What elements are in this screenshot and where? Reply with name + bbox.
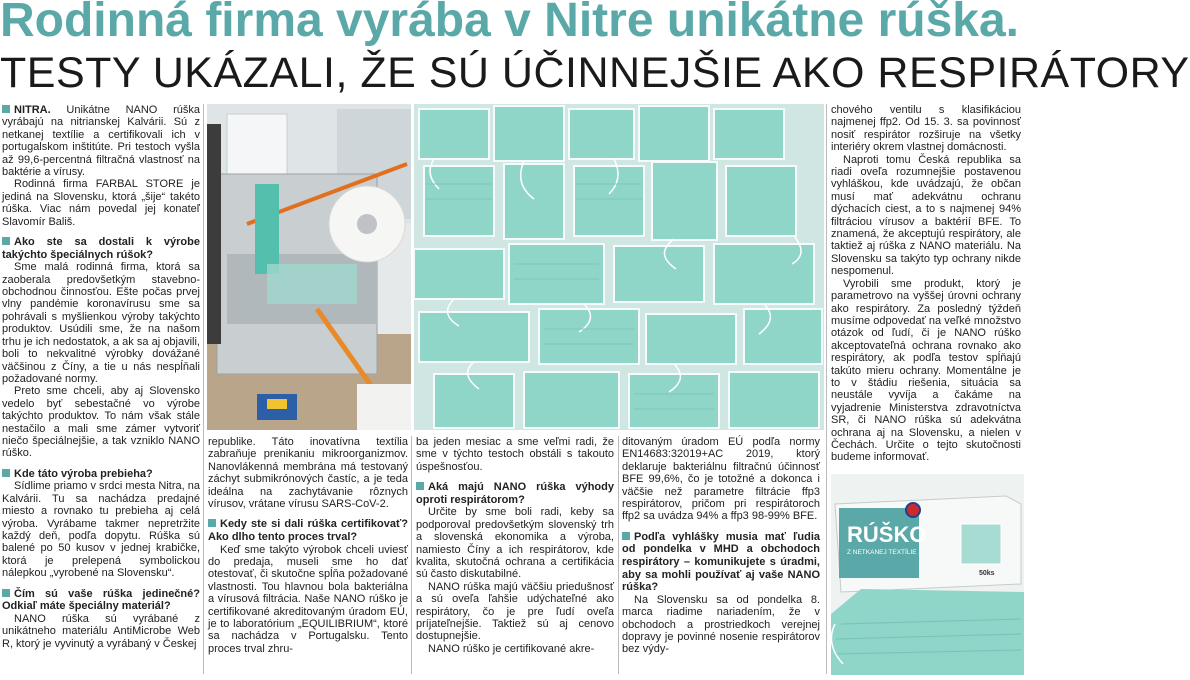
answer: chového ventilu s klasifikáciou najmenej ffp2. Od 15. 3. sa povinnosť nosiť respirátor rozširuje na všetky interiéry okrem vlastnej domácnosti.: [831, 104, 1021, 154]
question: [622, 531, 820, 594]
square-bullet-icon: [2, 469, 10, 477]
answer: Určite by sme boli radi, keby sa podporoval predovšetkým slovenský trh a slovenská ekonomika a výroba, namiesto Číny a ich respirátorov, kde kvalita, skutočná ochrana a certifikácia sú často diskutabilné.: [416, 506, 614, 581]
square-bullet-icon: [416, 482, 424, 490]
box-subtitle: Z NETKANEJ TEXTÍLIE: [847, 549, 917, 556]
question: [2, 468, 200, 481]
machine-photo: [207, 104, 411, 430]
question-text: Kedy ste si dali rúška certifikovať? Ako dlho tento proces trval?: [208, 518, 408, 544]
column-divider: [826, 104, 827, 674]
box-brand: RÚŠKO: [847, 522, 927, 547]
product-box-illustration: [831, 474, 1024, 675]
question: [416, 481, 614, 506]
column-2: [208, 436, 408, 655]
column-1: [2, 104, 200, 650]
answer: NANO rúška majú väčšiu priedušnosť a sú oveľa ľahšie udýchateľné ako respirátory, čo je pre ľudí oveľa príjateľnejšie. Taktiež sú aj cenovo dostupnejšie.: [416, 580, 614, 643]
headline-subtitle: TESTY UKÁZALI, ŽE SÚ ÚČINNEJŠIE AKO RESPIRÁTORY: [0, 49, 1190, 97]
question: [2, 588, 200, 613]
column-3: [416, 436, 614, 655]
paragraph: Rodinná firma FARBAL STORE je jediná na Slovensku, ktorá „šije“ takéto rúška. Viac nám povedal jej konateľ Slavomír Bališ.: [2, 178, 200, 228]
column-5: [831, 104, 1021, 464]
answer: ba jeden mesiac a sme veľmi radi, že sme v týchto testoch obstáli s takouto úspešnosťou.: [416, 436, 614, 473]
column-divider: [618, 436, 619, 674]
square-bullet-icon: [622, 532, 630, 540]
question: [208, 518, 408, 543]
square-bullet-icon: [2, 589, 10, 597]
square-bullet-icon: [2, 105, 10, 113]
machine-illustration: [207, 104, 411, 430]
column-divider: [411, 436, 412, 674]
answer: Vyrobili sme produkt, ktorý je parametrovo na vyššej úrovni ochrany ako respirátory. Za posledný týždeň musíme odpovedať na veľké množstvo otázok od ľudí, či je NANO rúško akceptovateľná ochrana rovnako ako respirátory, ak podľa testov spĺňajú takúto mieru ochrany. Momentálne je to v štádiu riešenia, situácia sa neustále vyvíja a čakáme na vyjadrenie Ministerstva zdravotníctva SR, či NANO rúška sú adekvátna ochrana aj na Slovensku, a nielen v Čechách. Určite o tejto skutočnosti budeme informovať.: [831, 277, 1021, 464]
question-text: Aká majú NANO rúška výhody oproti respirátorom?: [416, 481, 614, 506]
answer: Sme malá rodinná firma, ktorá sa zaoberala predovšetkým stavebno-obchodnou činnosťou. Ešte počas prvej vlny pandémie koronavírusu sme sa pohrávali s myšlienkou výroby takýchto produktov. Usúdili sme, že na našom trhu je ich nedostatok, a ak sa aj objavili, boli to nekvalitné výrobky dovážané väčšinou z Číny, a tie u nás nespĺňali požadované normy.: [2, 261, 200, 385]
box-count: 50ks: [979, 570, 995, 577]
masks-photo: [414, 104, 824, 430]
dateline: NITRA.: [14, 104, 51, 116]
square-bullet-icon: [2, 237, 10, 245]
answer: Naproti tomu Česká republika sa riadi oveľa rozumnejšie postavenou vyhláškou, kde uvádzajú, že občan musí mať adekvátnu ochranu dýchacích ciest, a to s najmenej 94% filtráciou vírusov a baktérií BFE. To znamená, že akceptujú respirátory, ale taktiež aj rúška z NANO materiálu. Na Slovensku sa takýto typ ochrany nikde nespomenul.: [831, 153, 1021, 278]
headline-title: Rodinná firma vyrába v Nitre unikátne rúška.: [0, 0, 1019, 47]
answer: Sídlime priamo v srdci mesta Nitra, na Kalvárii. Tu sa nachádza predajné miesto a rovnako tu prebieha aj celá výroba. Vyrábame takmer nepretržite každý deň, podľa dopytu. Rúška sú balené po 50 kusov v jednej krabičke, ktorá je prelepená symbolickou nálepkou „vyrobené na Slovensku“.: [2, 480, 200, 580]
answer: NANO rúško je certifikované akre-: [428, 642, 595, 655]
answer: Na Slovensku sa od pondelka 8. marca riadime nariadením, že v obchodoch a prostriedkoch verejnej dopravy je povinné nosenie respirátorov bez výdy-: [622, 593, 820, 656]
product-box-photo: [831, 474, 1024, 675]
answer: Keď sme takýto výrobok chceli uviesť do predaja, museli sme ho dať otestovať, či skutočne spĺňa požadované vlastnosti. Tou hlavnou bola bakteriálna a vírusová filtrácia. Naše NANO rúško je certifikované akreditovaným úradom EÚ, je to laboratórium „EQUILIBRIUM“, ktoré sa nachádza v Portugalsku. Tento proces trval zhru-: [208, 543, 408, 655]
question-text: Kde táto výroba prebieha?: [14, 467, 153, 480]
answer: ditovaným úradom EÚ podľa normy EN14683:32019+AC 2019, ktorý deklaruje bakteriálnu filtračnú účinnosť BFE 99,6%, čo je totožné a dokonca i väčšie než parametre filtrácie ffp3 respirátorov, pričom pri respirátoroch ffp2 sa uvádza 94% a ffp3 98-99% BFE.: [622, 436, 820, 523]
question: [2, 236, 200, 261]
answer: republike. Táto inovatívna textília zabraňuje prenikaniu mikroorganizmov. Nanovlákenná membrána má testovaný záchyt submikrónových častíc, a je teda ideálna na zachytávanie rôznych vírusov, vrátane vírusu SARS-CoV-2.: [208, 436, 408, 511]
answer: Preto sme chceli, aby aj Slovensko vedelo byť sebestačné vo výrobe takýchto produktov. To nám však stále nestačilo a mali sme zámer vytvoriť niečo špeciálnejšie, a tak vzniklo NANO rúško.: [2, 385, 200, 460]
column-4: [622, 436, 820, 656]
intro-paragraph: [2, 104, 200, 178]
answer: NANO rúška sú vyrábané z unikátneho materiálu AntiMicrobe Web R, ktorý je vyvinutý a vyrábaný v Českej: [2, 612, 200, 650]
question-text: Ako ste sa dostali k výrobe takýchto špeciálnych rúšok?: [2, 236, 200, 261]
masks-illustration: [414, 104, 824, 430]
column-divider: [203, 104, 204, 674]
question-text: Čím sú vaše rúška jedinečné? Odkiaľ máte špeciálny materiál?: [2, 587, 200, 613]
intro-text: Unikátne NANO rúška vyrábajú na nitrianskej Kalvárii. Sú z netkanej textílie a certifikovali ich v portugalskom inštitúte. Pri testoch vyšla až 99,6-percentná filtračná vlastnosť na baktérie a vírusy.: [2, 104, 200, 179]
question-text: Podľa vyhlášky musia mať ľudia od pondelka v MHD a obchodoch respirátory – komunikujete s úradmi, aby sa mohli používať aj vaše NANO rúška?: [622, 530, 820, 594]
square-bullet-icon: [208, 519, 216, 527]
